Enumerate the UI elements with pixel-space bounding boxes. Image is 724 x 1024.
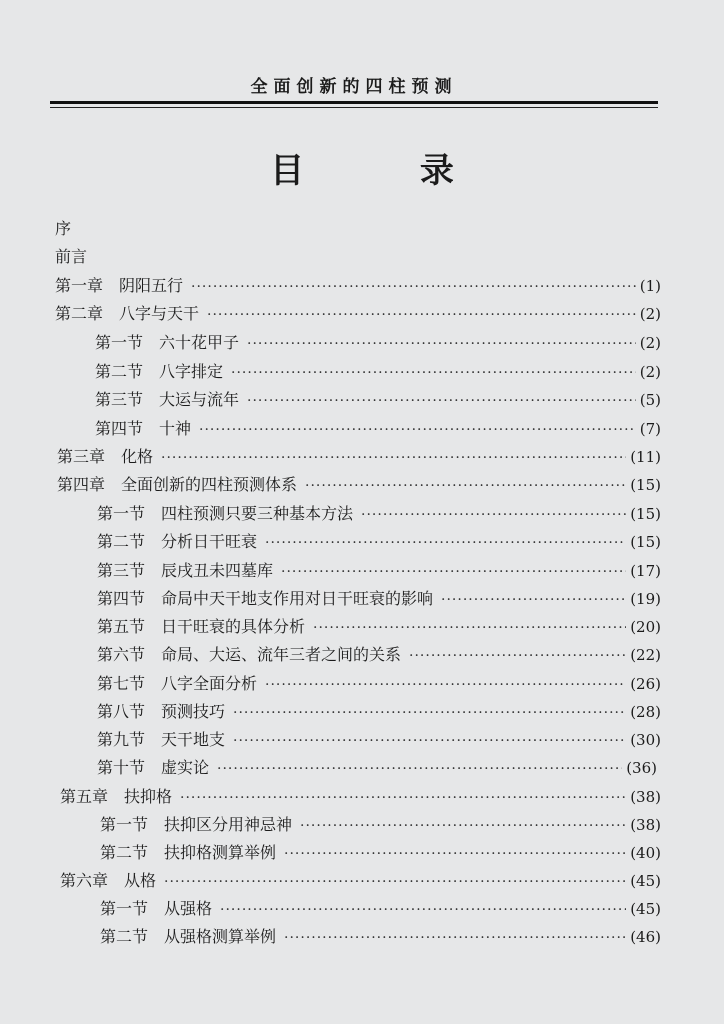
toc-entry-section xyxy=(97,729,661,752)
toc-entry-label: 第八节 预测技巧 xyxy=(97,702,226,721)
toc-entry-chapter xyxy=(60,870,661,893)
toc-entry-label: 第六章 从格 xyxy=(60,871,157,890)
toc-entry-page: (45) xyxy=(630,872,661,890)
toc-entry-foreword xyxy=(55,246,661,268)
toc-entry-page: (36) xyxy=(626,759,657,777)
leader-dots xyxy=(361,504,626,526)
leader-dots xyxy=(231,362,636,384)
toc-entry-page: (30) xyxy=(630,731,661,749)
toc-entry-section xyxy=(100,898,661,921)
toc-entry-section xyxy=(95,332,661,355)
toc-entry-label: 第二章 八字与天干 xyxy=(55,304,200,323)
toc-entry-page: (2) xyxy=(639,305,661,323)
leader-dots xyxy=(441,589,626,611)
toc-entry-section xyxy=(97,701,661,724)
toc-entry-section xyxy=(95,361,661,384)
leader-dots xyxy=(161,447,626,469)
leader-dots xyxy=(247,333,636,355)
leader-dots xyxy=(217,758,622,780)
toc-entry-label: 第二节 扶抑格测算举例 xyxy=(100,843,277,862)
toc-entry-page: (2) xyxy=(639,334,661,352)
toc-entry-page: (2) xyxy=(639,363,661,381)
toc-entry-page: (1) xyxy=(639,277,661,295)
toc-entry-label: 第二节 从强格测算举例 xyxy=(100,927,277,946)
toc-entry-section xyxy=(97,644,661,667)
leader-dots xyxy=(220,899,626,921)
toc-entry-section xyxy=(97,503,661,526)
leader-dots xyxy=(265,674,626,696)
toc-entry-page: (38) xyxy=(630,788,661,806)
toc-entry-page: (26) xyxy=(630,675,661,693)
leader-dots xyxy=(284,843,626,865)
leader-dots xyxy=(233,702,626,724)
leader-dots xyxy=(300,815,626,837)
toc-entry-label: 第一章 阴阳五行 xyxy=(55,276,184,295)
toc-entry-page: (19) xyxy=(630,590,661,608)
toc-entry-section xyxy=(95,418,661,441)
leader-dots xyxy=(199,419,636,441)
toc-entry-page: (5) xyxy=(639,391,661,409)
toc-entry-label: 第一节 扶抑区分用神忌神 xyxy=(100,815,293,834)
toc-entry-label: 第四节 命局中天干地支作用对日干旺衰的影响 xyxy=(97,589,434,608)
toc-entry-page: (40) xyxy=(630,844,661,862)
toc-entry-label: 第三节 辰戌丑未四墓库 xyxy=(97,561,274,580)
toc-entry-section xyxy=(97,616,661,639)
leader-dots xyxy=(207,304,636,326)
toc-entry-label: 第九节 天干地支 xyxy=(97,730,226,749)
leader-dots xyxy=(284,927,626,949)
leader-dots xyxy=(265,532,626,554)
toc-entry-label: 第二节 八字排定 xyxy=(95,362,224,381)
toc-entry-label: 第一节 六十花甲子 xyxy=(95,333,240,352)
toc-entry-label: 第三节 大运与流年 xyxy=(95,390,240,409)
leader-dots xyxy=(313,617,626,639)
toc-entry-page: (15) xyxy=(630,505,661,523)
toc-entry-preface xyxy=(55,218,661,240)
toc-entry-page: (15) xyxy=(630,476,661,494)
toc-entry-chapter xyxy=(60,786,661,809)
leader-dots xyxy=(164,871,626,893)
toc-entry-page: (7) xyxy=(639,420,661,438)
toc-entry-label: 前言 xyxy=(55,247,88,266)
toc-entry-label: 第六节 命局、大运、流年三者之间的关系 xyxy=(97,645,402,664)
toc-entry-section xyxy=(97,531,661,554)
toc-entry-label: 第五章 扶抑格 xyxy=(60,787,173,806)
toc-entry-section xyxy=(97,588,661,611)
toc-entry-page: (22) xyxy=(630,646,661,664)
toc-entry-page: (15) xyxy=(630,533,661,551)
toc-entry-section xyxy=(97,560,661,583)
toc-entry-page: (38) xyxy=(630,816,661,834)
toc-entry-chapter xyxy=(55,303,661,326)
toc-entry-section xyxy=(100,842,661,865)
toc-entry-section xyxy=(97,673,661,696)
toc-entry-section xyxy=(100,814,661,837)
leader-dots xyxy=(305,475,626,497)
toc-entry-page: (46) xyxy=(630,928,661,946)
toc-entry-page: (17) xyxy=(630,562,661,580)
leader-dots xyxy=(247,390,636,412)
leader-dots xyxy=(180,787,626,809)
running-header: 全面创新的四柱预测 xyxy=(250,77,458,97)
toc-entry-label: 第四节 十神 xyxy=(95,419,192,438)
toc-entry-chapter xyxy=(57,474,661,497)
toc-entry-label: 序 xyxy=(55,219,72,238)
toc-entry-chapter xyxy=(55,275,661,298)
toc-entry-label: 第一节 从强格 xyxy=(100,899,213,918)
toc-entry-label: 第三章 化格 xyxy=(57,447,154,466)
leader-dots xyxy=(191,276,636,298)
toc-entry-page: (11) xyxy=(630,448,661,466)
toc-entry-label: 第二节 分析日干旺衰 xyxy=(97,532,258,551)
toc-entry-chapter xyxy=(57,446,661,469)
leader-dots xyxy=(409,645,626,667)
toc-title: 目 录 xyxy=(270,151,506,191)
toc-entry-label: 第四章 全面创新的四柱预测体系 xyxy=(57,475,298,494)
toc-entry-page: (20) xyxy=(630,618,661,636)
toc-entry-section xyxy=(97,757,657,780)
toc-entry-section xyxy=(95,389,661,412)
toc-entry-label: 第五节 日干旺衰的具体分析 xyxy=(97,617,306,636)
toc-entry-label: 第一节 四柱预测只要三种基本方法 xyxy=(97,504,354,523)
leader-dots xyxy=(281,561,626,583)
toc-entry-section xyxy=(100,926,661,949)
toc-entry-label: 第十节 虚实论 xyxy=(97,758,210,777)
leader-dots xyxy=(233,730,626,752)
toc-entry-page: (45) xyxy=(630,900,661,918)
toc-entry-label: 第七节 八字全面分析 xyxy=(97,674,258,693)
toc-entry-page: (28) xyxy=(630,703,661,721)
